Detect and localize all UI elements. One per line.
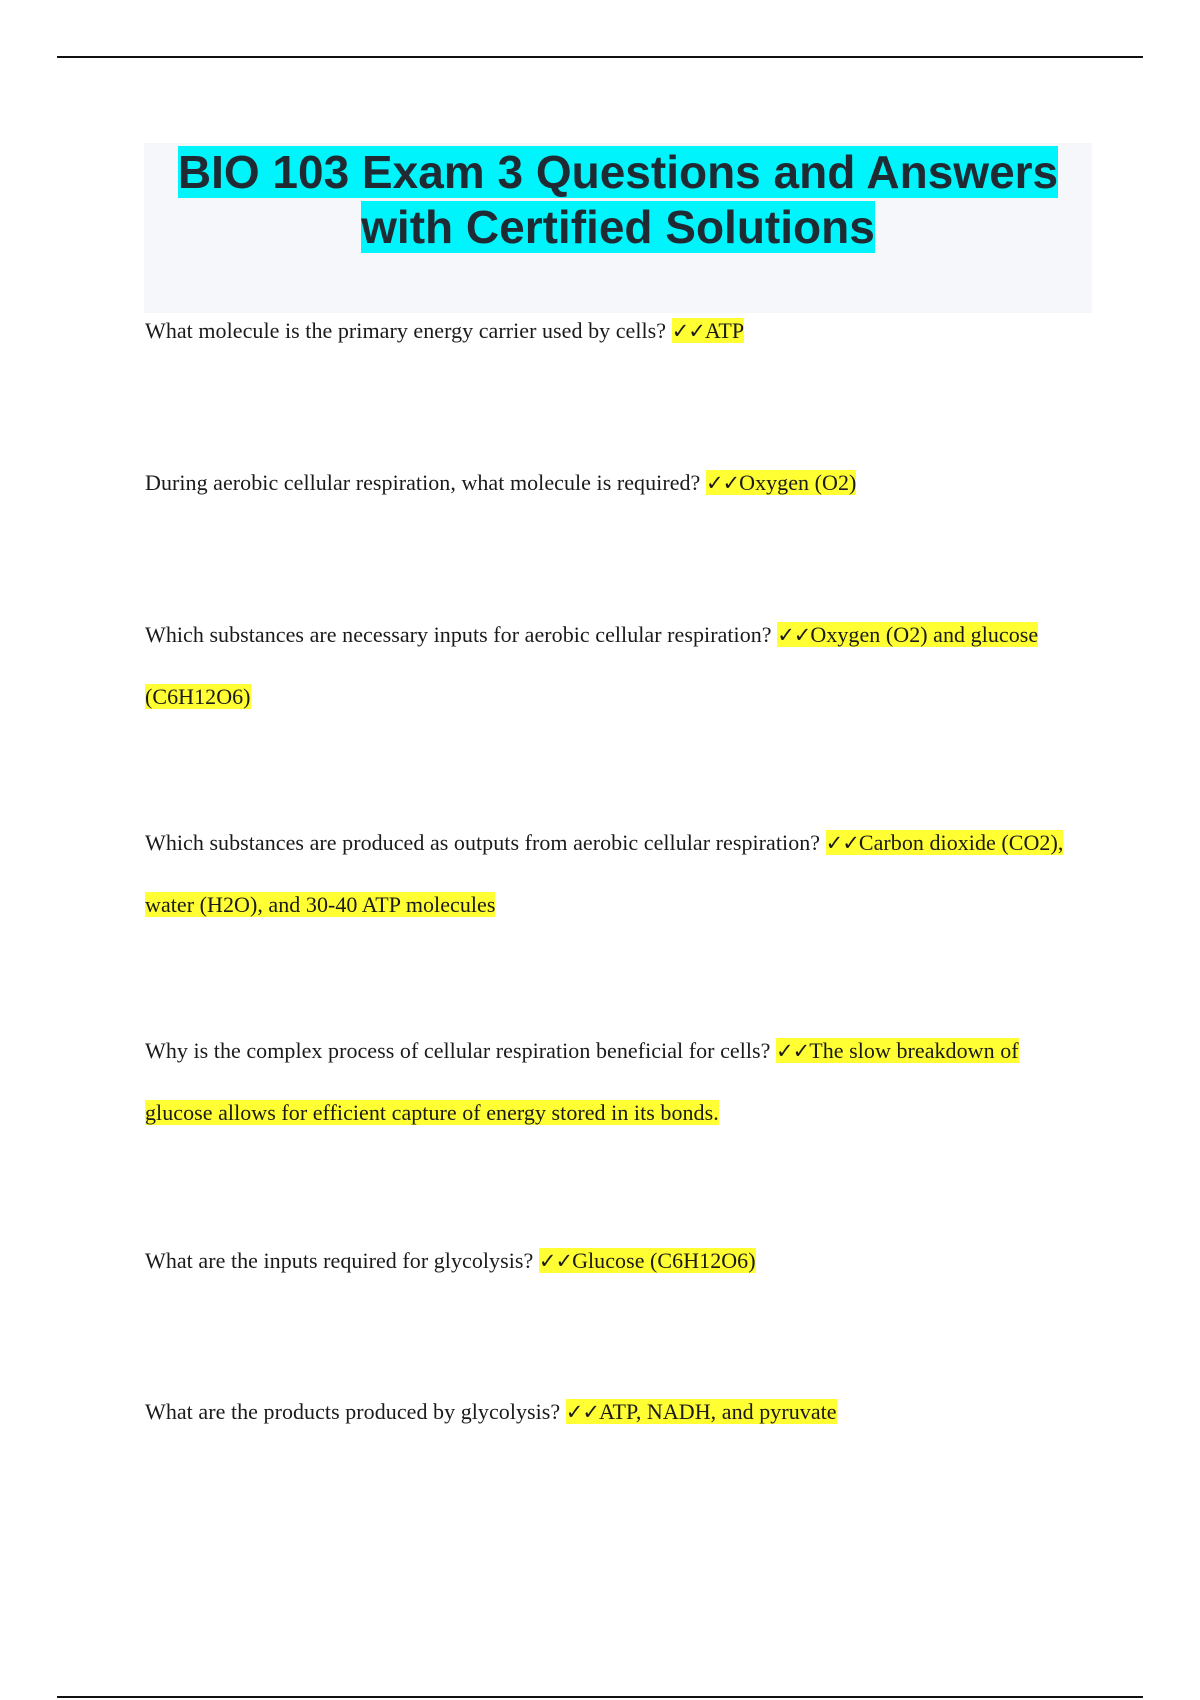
top-rule (57, 56, 1143, 58)
double-check-icon: ✓✓ (705, 471, 740, 495)
double-check-icon: ✓✓ (825, 831, 859, 855)
document-title (144, 145, 1092, 255)
qa-item (145, 452, 1085, 514)
question-text: What are the inputs required for glycolysis? (145, 1248, 534, 1273)
answer-highlight (706, 470, 856, 495)
title-line-2: with Certified Solutions (361, 201, 875, 253)
answer-text: Oxygen (O2) (739, 470, 857, 495)
question-text: Which substances are necessary inputs for aerobic cellular respiration? (145, 622, 772, 647)
bottom-rule (57, 1696, 1143, 1698)
question-text: During aerobic cellular respiration, what molecule is required? (145, 470, 701, 495)
question-text: What molecule is the primary energy carrier used by cells? (145, 318, 667, 343)
double-check-icon: ✓✓ (777, 623, 811, 647)
answer-text: ATP, NADH, and pyruvate (599, 1399, 837, 1424)
question-text: Why is the complex process of cellular respiration beneficial for cells? (145, 1038, 771, 1063)
double-check-icon: ✓✓ (565, 1400, 599, 1424)
qa-item (145, 1230, 1085, 1292)
answer-highlight (539, 1248, 756, 1273)
qa-item (145, 1020, 1085, 1143)
double-check-icon: ✓✓ (776, 1039, 810, 1063)
question-text: Which substances are produced as outputs from aerobic cellular respiration? (145, 830, 821, 855)
double-check-icon: ✓✓ (671, 319, 705, 343)
qa-item (145, 300, 1085, 362)
qa-item (145, 1381, 1085, 1443)
answer-text: Oxygen (O2) and glucose (C6H12O6) (145, 622, 1039, 709)
qa-item (145, 604, 1085, 727)
answer-text: Glucose (C6H12O6) (572, 1248, 756, 1273)
answer-text: Carbon dioxide (CO2), water (H2O), and 30-40 ATP molecules (145, 830, 1064, 917)
answer-highlight (566, 1399, 837, 1424)
answer-text: ATP (704, 318, 745, 343)
answer-text: The slow breakdown of glucose allows for efficient capture of energy stored in its bonds. (145, 1038, 1019, 1125)
qa-item (145, 812, 1085, 935)
title-line-1: BIO 103 Exam 3 Questions and Answers (177, 146, 1059, 198)
question-text: What are the products produced by glycolysis? (145, 1399, 561, 1424)
answer-highlight (672, 318, 744, 343)
double-check-icon: ✓✓ (538, 1249, 573, 1273)
